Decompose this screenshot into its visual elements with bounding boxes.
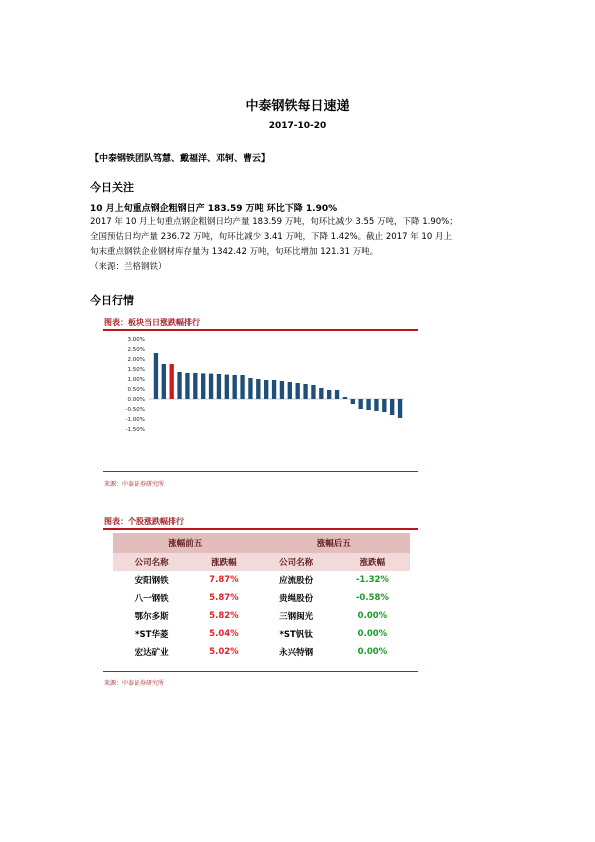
top-stock-change: 5.87%: [209, 593, 239, 603]
chart-bar: [248, 378, 252, 399]
group-top-header: 涨幅前五: [113, 533, 257, 553]
chart-bar: [264, 380, 268, 399]
chart-bar: [162, 364, 166, 399]
chart-bar: [209, 374, 213, 399]
page-title: 中泰钢铁每日速递: [245, 99, 350, 114]
chart1-bottom-rule: [103, 471, 418, 472]
section-title-focus: 今日关注: [90, 181, 134, 194]
table-row: [113, 589, 410, 607]
top-stock-name: 宏达矿业: [134, 648, 169, 658]
chart-bar: [374, 399, 378, 411]
chart-bar: [319, 388, 323, 399]
bottom-stock-name: 永兴特钢: [279, 648, 314, 658]
chart-bar: [303, 384, 307, 399]
col-name-header: 公司名称: [257, 553, 334, 571]
col-change-header: 涨跌幅: [190, 553, 257, 571]
body-line: 2017 年 10 月上旬重点钢企粗钢日均产量 183.59 万吨，旬环比减少 3.55 万吨，下降 1.90%；: [90, 217, 458, 227]
chart-bar: [256, 379, 260, 399]
top-stock-name: 鄂尔多斯: [134, 612, 169, 622]
chart-bar: [335, 390, 339, 399]
top-stock-change: 5.82%: [209, 611, 239, 621]
y-tick-label: 0.00%: [127, 397, 145, 403]
chart-bar: [170, 364, 174, 399]
top-stock-name: 八一钢铁: [134, 594, 169, 604]
chart-bar: [398, 399, 402, 418]
chart-bar: [217, 374, 221, 399]
chart-bar: [272, 380, 276, 399]
body-line: 全国预估日均产量 236.72 万吨，旬环比减少 3.41 万吨，下降 1.42%。截止 2017 年 10 月上: [90, 232, 452, 242]
table-column-header: [113, 553, 410, 571]
chart1-top-rule: [103, 329, 418, 331]
y-tick-label: 1.00%: [127, 377, 145, 383]
chart-bar: [343, 397, 347, 399]
news-body: [90, 215, 518, 275]
y-tick-label: -0.50%: [125, 407, 145, 413]
group-bottom-header: 涨幅后五: [257, 533, 410, 553]
bottom-stock-change: 0.00%: [357, 629, 388, 639]
top-stock-change: 5.02%: [209, 647, 239, 657]
bar-series: [154, 353, 402, 418]
chart-bar: [240, 375, 244, 399]
bottom-stock-change: -0.58%: [355, 593, 389, 603]
report-date: 2017-10-20: [268, 121, 327, 131]
bottom-stock-change: 0.00%: [357, 647, 388, 657]
chart-bar: [327, 390, 331, 399]
body-line: 旬末重点钢铁企业钢材库存量为 1342.42 万吨，旬环比增加 121.31 万吨。: [90, 247, 379, 257]
stock-ranking-table: [113, 533, 410, 661]
top-stock-name: 安阳钢铁: [134, 576, 169, 586]
y-tick-label: 2.50%: [127, 347, 145, 353]
table-row: [113, 571, 410, 589]
table-row: [113, 643, 410, 661]
col-name-header: 公司名称: [113, 553, 190, 571]
y-tick-label: 1.50%: [127, 367, 145, 373]
top-stock-change: 5.04%: [209, 629, 239, 639]
news-headline: 10 月上旬重点钢企粗钢日产 183.59 万吨 环比下降 1.90%: [90, 204, 338, 214]
bottom-stock-name: 应流股份: [279, 576, 314, 586]
bottom-stock-name: *ST钒钛: [279, 630, 313, 640]
chart2-title: 图表：个股涨跌幅排行: [104, 516, 184, 526]
bottom-stock-name: 贵绳股份: [279, 594, 314, 604]
bottom-stock-name: 三钢闽光: [279, 612, 314, 622]
section-title-market: 今日行情: [90, 294, 134, 307]
chart-bar: [296, 383, 300, 399]
chart-bar: [201, 373, 205, 399]
table-group-header: [113, 533, 410, 553]
y-tick-label: -1.50%: [125, 427, 145, 433]
chart-bar: [225, 375, 229, 399]
chart-bar: [311, 385, 315, 399]
chart-bar: [177, 372, 181, 399]
y-tick-label: 3.00%: [127, 337, 145, 343]
team-credits: 【中泰钢铁团队笃慧、戴福洋、邓轲、曹云】: [90, 154, 271, 164]
chart1-source: 来源：中泰证券研究所: [104, 481, 165, 488]
col-change-header: 涨跌幅: [335, 553, 410, 571]
chart-bar: [233, 375, 237, 399]
chart2-bottom-rule: [103, 671, 418, 672]
y-tick-label: 0.50%: [127, 387, 145, 393]
chart2-source: 来源：中泰证券研究所: [104, 680, 165, 687]
y-tick-label: 2.00%: [127, 357, 145, 363]
chart-bar: [366, 399, 370, 410]
chart2-top-rule: [103, 528, 418, 530]
top-stock-name: *ST华菱: [135, 630, 169, 640]
body-source: （来源：兰格钢铁）: [90, 262, 167, 272]
table-row: [113, 625, 410, 643]
chart-bar: [193, 373, 197, 399]
bottom-stock-change: 0.00%: [357, 611, 388, 621]
chart-bar: [382, 399, 386, 412]
chart-bar: [288, 382, 292, 399]
bottom-stock-change: -1.32%: [355, 575, 389, 585]
chart-bar: [280, 381, 284, 399]
chart1-title: 图表：板块当日涨跌幅排行: [104, 317, 200, 327]
table-row: [113, 607, 410, 625]
chart-bar: [359, 399, 363, 409]
chart-bar: [154, 353, 158, 399]
chart-bar: [185, 373, 189, 399]
chart-bar: [390, 399, 394, 415]
y-tick-label: -1.00%: [125, 417, 145, 423]
chart-bar: [351, 399, 355, 404]
sector-change-bar-chart: [104, 333, 416, 439]
top-stock-change: 7.87%: [209, 575, 239, 585]
